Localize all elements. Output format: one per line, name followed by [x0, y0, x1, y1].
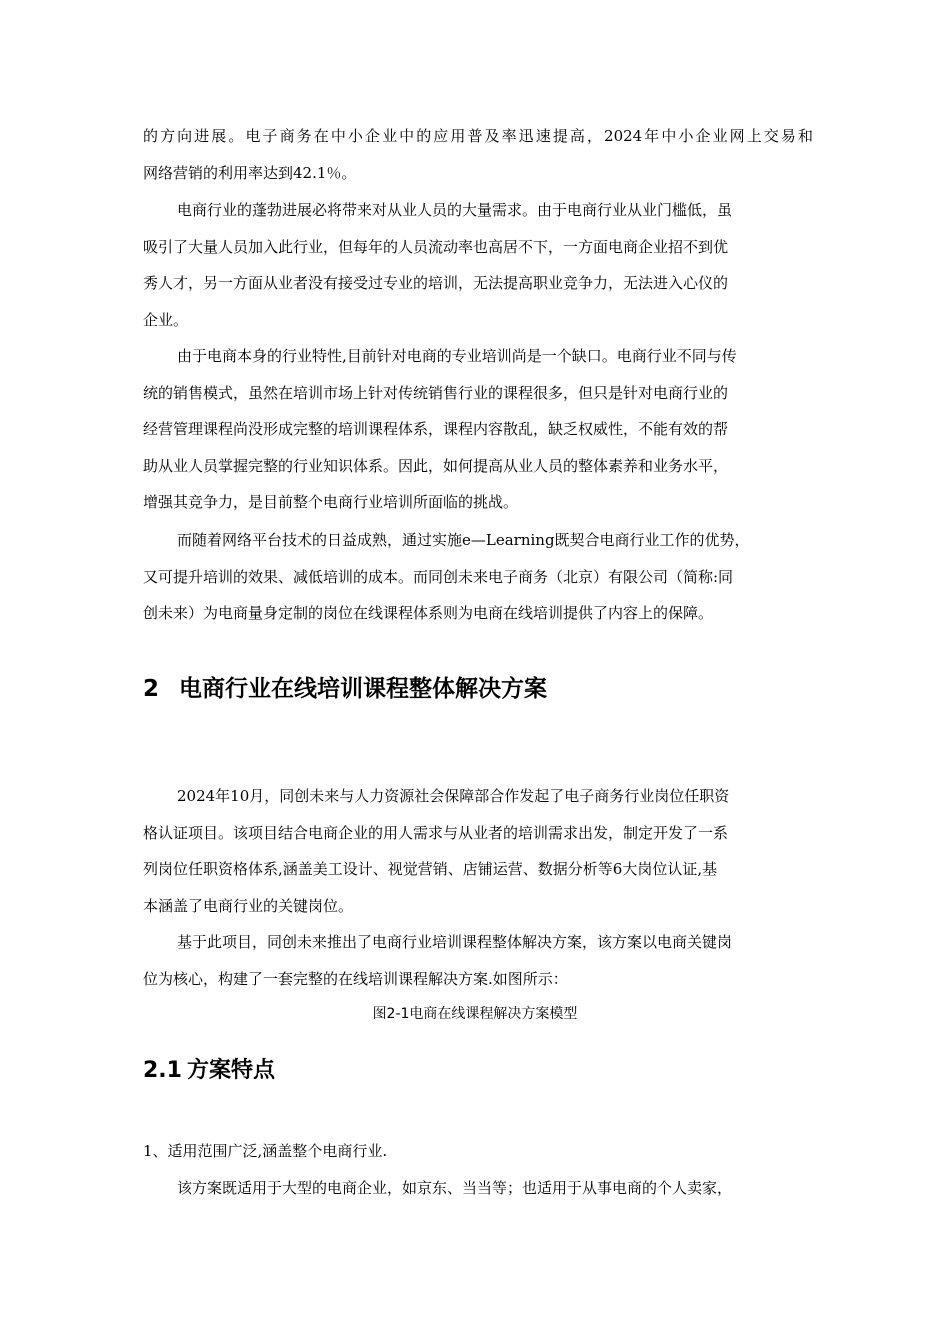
- text-line: 的方向进展。电子商务在中小企业中的应用普及率迅速提高，2024年中小企业网上交易和: [143, 127, 813, 145]
- text-line: 网络营销的利用率达到42.1％。: [143, 163, 357, 182]
- text-line: 创未来）为电商量身定制的岗位在线课程体系则为电商在线培训提供了内容上的保障。: [143, 604, 714, 622]
- text-line: 该方案既适用于大型的电商企业，如京东、当当等；也适用于从事电商的个人卖家，: [177, 1179, 733, 1197]
- text-line: 由于电商本身的行业特性,目前针对电商的专业培训尚是一个缺口。电商行业不同与传: [177, 347, 737, 365]
- section-heading: [143, 671, 547, 707]
- subsection-heading: [143, 1053, 275, 1089]
- text-line: 而随着网络平台技术的日益成熟，通过实施e—Learning既契合电商行业工作的优势，: [177, 531, 750, 549]
- text-line: 1、适用范围广泛,涵盖整个电商行业.: [143, 1142, 388, 1160]
- subsection-title: 方案特点: [187, 1058, 276, 1083]
- paragraph: [143, 1170, 813, 1207]
- paragraph: [143, 192, 813, 338]
- text-line: 格认证项目。该项目结合电商企业的用人需求与从业者的培训需求出发，制定开发了一系: [143, 823, 729, 842]
- section-title: 电商行业在线培训课程整体解决方案: [179, 676, 547, 702]
- paragraph: [143, 338, 813, 521]
- figure-caption: 图2-1电商在线课程解决方案模型: [372, 1006, 578, 1022]
- text-line: 企业。: [143, 310, 189, 329]
- text-line: 统的销售模式，虽然在培训市场上针对传统销售行业的课程很多，但只是针对电商行业的: [143, 383, 729, 402]
- text-line: 秀人才，另一方面从业者没有接受过专业的培训，无法提高职业竞争力，无法进入心仪的: [143, 274, 729, 292]
- paragraph: [143, 522, 813, 632]
- text-line: 吸引了大量人员加入此行业，但每年的人员流动率也高居不下，一方面电商企业招不到优: [143, 237, 729, 256]
- text-line: 列岗位任职资格体系,涵盖美工设计、视觉营销、店铺运营、数据分析等6大岗位认证,基: [143, 860, 718, 878]
- subsection-number: 2.1: [143, 1058, 182, 1083]
- text-line: 电商行业的蓬勃进展必将带来对从业人员的大量需求。由于电商行业从业门槛低，虽: [177, 201, 733, 219]
- text-line: 增强其竞争力，是目前整个电商行业培训所面临的挑战。: [143, 493, 519, 511]
- text-line: 本涵盖了电商行业的关键岗位。: [143, 896, 354, 915]
- text-line: 基于此项目，同创未来推出了电商行业培训课程整体解决方案，该方案以电商关键岗: [177, 933, 733, 951]
- paragraph: [143, 118, 813, 191]
- list-item: [143, 1133, 813, 1170]
- section-number: 2: [143, 676, 160, 702]
- paragraph: [143, 924, 813, 997]
- text-line: 又可提升培训的效果、减低培训的成本。而同创未来电子商务（北京）有限公司（简称:同: [143, 567, 734, 586]
- text-line: 位为核心，构建了一套完整的在线培训课程解决方案.如图所示：: [143, 969, 568, 988]
- text-line: 经营管理课程尚没形成完整的培训课程体系，课程内容散乱，缺乏权威性，不能有效的帮: [143, 420, 729, 438]
- text-line: 2024年10月，同创未来与人力资源社会保障部合作发起了电子商务行业岗位任职资: [177, 787, 730, 805]
- text-line: 助从业人员掌握完整的行业知识体系。因此，如何提高从业人员的整体素养和业务水平，: [143, 456, 729, 475]
- paragraph: [143, 778, 813, 924]
